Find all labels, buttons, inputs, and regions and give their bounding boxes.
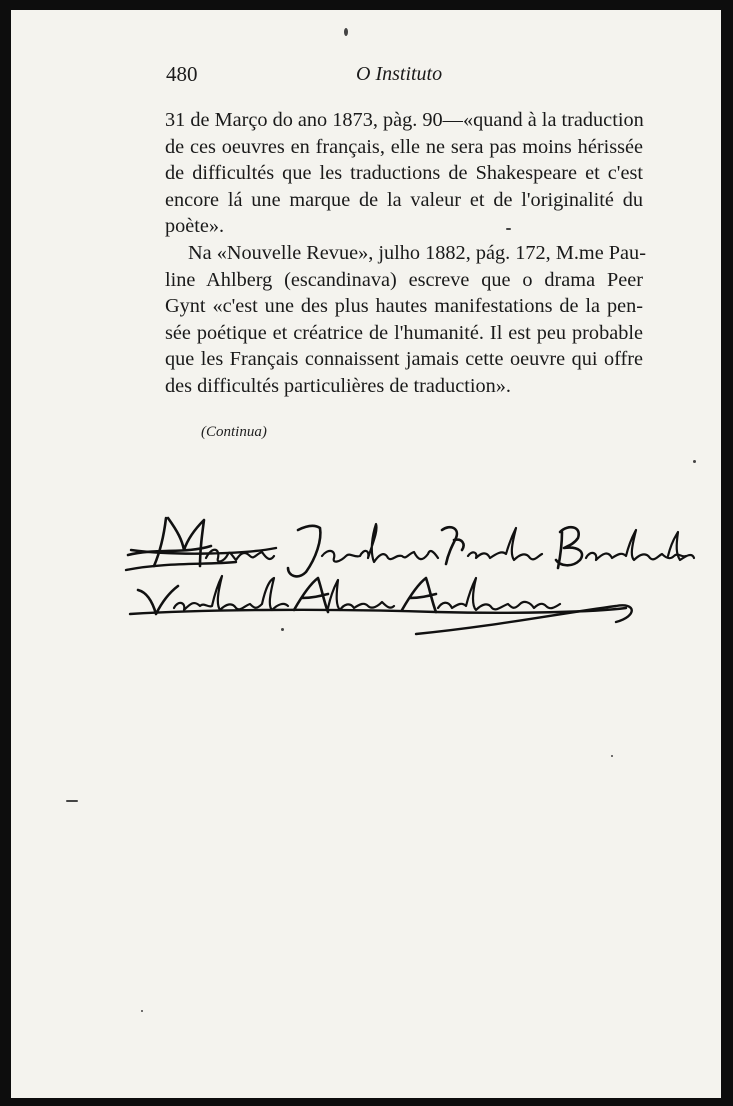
print-speck bbox=[506, 228, 511, 230]
text-line: sée poétique et créatrice de l'humanité. Il est peu probable bbox=[165, 321, 643, 344]
print-speck bbox=[66, 800, 78, 802]
print-speck bbox=[281, 628, 284, 631]
print-speck bbox=[141, 1010, 143, 1012]
print-speck bbox=[693, 460, 696, 463]
running-head: O Instituto bbox=[356, 63, 443, 85]
text-line: de difficultés que les traductions de Shakespeare et c'est bbox=[165, 162, 643, 185]
text-line: poète». bbox=[165, 215, 225, 238]
text-line: encore lá une marque de la valeur et de l'originalité du bbox=[165, 188, 643, 211]
text-line: 31 de Março do ano 1873, pàg. 90—«quand à la traduction bbox=[165, 109, 644, 131]
document-page bbox=[11, 10, 721, 1098]
text-line: de ces oeuvres en français, elle ne sera pas moins hérissée bbox=[165, 135, 643, 158]
handwritten-signature bbox=[116, 510, 696, 645]
print-speck bbox=[611, 755, 613, 757]
body-text bbox=[165, 107, 646, 400]
paragraph-start-line: Na «Nouvelle Revue», julho 1882, pág. 172, M.me Pau- bbox=[188, 241, 646, 264]
text-line: Gynt «c'est une des plus hautes manifestations de la pen- bbox=[165, 295, 643, 318]
text-line: que les Français connaissent jamais cette oeuvre qui offre bbox=[165, 348, 643, 371]
page-header bbox=[166, 62, 646, 92]
text-line: des difficultés particulières de traduction». bbox=[165, 374, 511, 397]
print-speck bbox=[344, 28, 348, 36]
text-line: line Ahlberg (escandinava) escreve que o drama Peer bbox=[165, 268, 643, 291]
continua-note: (Continua) bbox=[201, 424, 267, 440]
page-number: 480 bbox=[166, 62, 198, 86]
